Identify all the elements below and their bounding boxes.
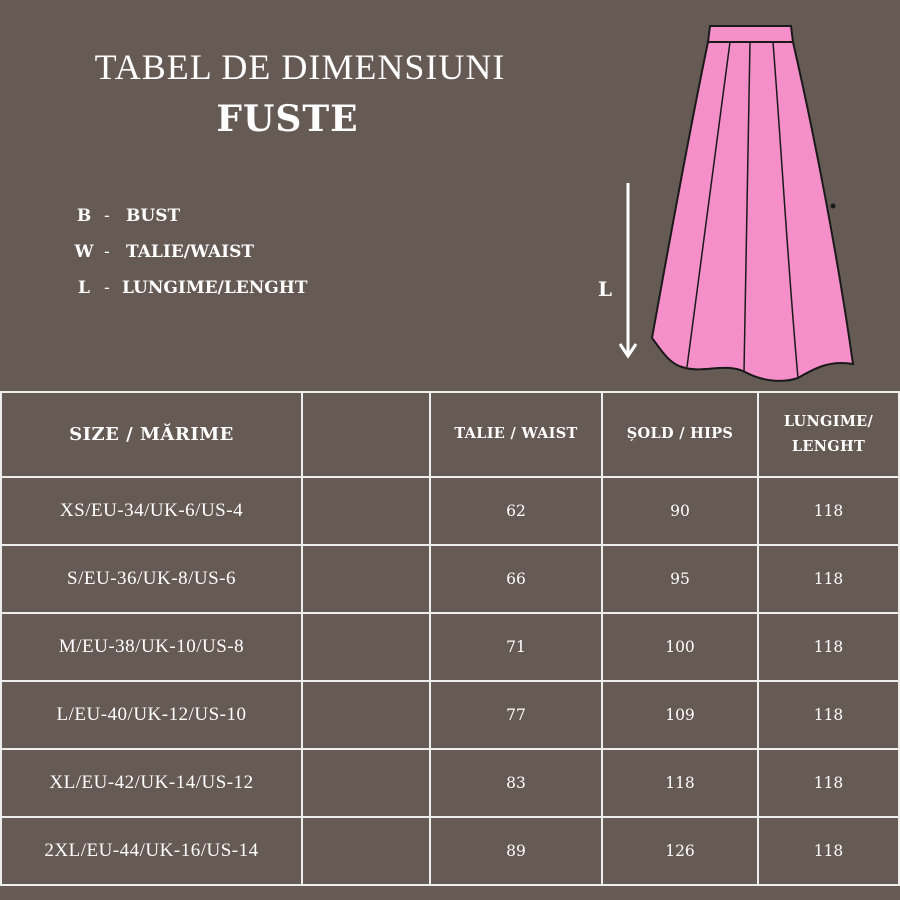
page-subtitle: FUSTE — [216, 98, 359, 140]
legend-key: W — [74, 242, 94, 262]
cell-length: 118 — [758, 545, 899, 613]
legend-key: B — [76, 206, 92, 226]
cell-length: 118 — [758, 613, 899, 681]
cell-length: 118 — [758, 749, 899, 817]
header-hips: ȘOLD / HIPS — [602, 392, 758, 477]
table-header-row — [1, 392, 899, 477]
length-label: L — [598, 277, 613, 301]
cell-waist: 66 — [430, 545, 602, 613]
table-row — [1, 613, 899, 681]
header-length: LUNGIME/ LENGHT — [758, 392, 899, 477]
legend-dash: - — [104, 206, 110, 226]
cell-waist: 83 — [430, 749, 602, 817]
cell-hips: 100 — [602, 613, 758, 681]
table-row — [1, 749, 899, 817]
cell-hips: 109 — [602, 681, 758, 749]
cell-waist: 71 — [430, 613, 602, 681]
table-row — [1, 817, 899, 885]
cell-hips: 126 — [602, 817, 758, 885]
skirt-icon — [590, 18, 880, 388]
cell-waist: 89 — [430, 817, 602, 885]
cell-size: L/EU-40/UK-12/US-10 — [1, 681, 302, 749]
cell-blank — [302, 817, 430, 885]
cell-blank — [302, 545, 430, 613]
cell-hips: 95 — [602, 545, 758, 613]
header-waist: TALIE / WAIST — [430, 392, 602, 477]
skirt-illustration — [590, 18, 880, 388]
cell-waist: 62 — [430, 477, 602, 545]
skirt-waistband — [708, 26, 793, 42]
legend-value: TALIE/WAIST — [126, 242, 255, 262]
table-row — [1, 545, 899, 613]
cell-size: 2XL/EU-44/UK-16/US-14 — [1, 817, 302, 885]
cell-length: 118 — [758, 681, 899, 749]
legend-value: BUST — [126, 206, 181, 226]
cell-blank — [302, 681, 430, 749]
cell-length: 118 — [758, 817, 899, 885]
legend-dash: - — [104, 278, 110, 298]
cell-size: XL/EU-42/UK-14/US-12 — [1, 749, 302, 817]
cell-waist: 77 — [430, 681, 602, 749]
size-table — [0, 391, 900, 886]
skirt-seam-dot — [831, 204, 836, 209]
cell-blank — [302, 477, 430, 545]
skirt-body — [652, 42, 853, 381]
cell-size: XS/EU-34/UK-6/US-4 — [1, 477, 302, 545]
cell-hips: 90 — [602, 477, 758, 545]
legend-value: LUNGIME/LENGHT — [122, 278, 308, 298]
cell-hips: 118 — [602, 749, 758, 817]
table-row — [1, 681, 899, 749]
cell-size: M/EU-38/UK-10/US-8 — [1, 613, 302, 681]
legend-key: L — [78, 278, 90, 298]
cell-blank — [302, 749, 430, 817]
header-blank — [302, 392, 430, 477]
table-row — [1, 477, 899, 545]
cell-size: S/EU-36/UK-8/US-6 — [1, 545, 302, 613]
header-size: SIZE / MĂRIME — [1, 392, 302, 477]
cell-blank — [302, 613, 430, 681]
cell-length: 118 — [758, 477, 899, 545]
legend-dash: - — [104, 242, 110, 262]
page-title: TABEL DE DIMENSIUNI — [94, 47, 506, 87]
